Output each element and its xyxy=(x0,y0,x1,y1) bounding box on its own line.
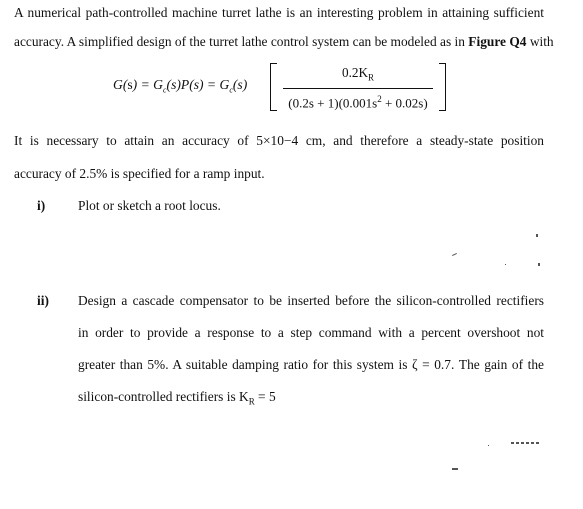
equation-numerator: $0.2K_R$ xyxy=(341,65,375,83)
scan-speck xyxy=(452,253,457,256)
accuracy-line-1: It is necessary to attain an accuracy of 5×10−4 cm, and therefore a steady-state position xyxy=(14,133,544,148)
accuracy-line-2: accuracy of 2.5% is specified for a ramp input. xyxy=(14,166,265,181)
scan-speck xyxy=(505,264,506,265)
right-bracket xyxy=(439,63,446,111)
part-ii-number: ii) xyxy=(37,293,49,308)
part-ii-line-3: greater than 5%. A suitable damping ratio for this system is ζ = 0.7. The gain of the xyxy=(78,357,544,372)
part-i-number: i) xyxy=(37,198,46,213)
part-i-text: Plot or sketch a root locus. xyxy=(78,198,221,213)
scan-speck xyxy=(488,445,489,446)
figure-reference: Figure Q4 xyxy=(468,34,527,49)
equation-lhs: $G(s) = G_c(s)P(s) = G_c(s)$ xyxy=(113,77,248,95)
left-bracket xyxy=(270,63,277,111)
part-ii-line-2: in order to provide a response to a step command with a percent overshoot not xyxy=(78,325,544,340)
fraction-bar xyxy=(283,88,433,89)
intro-line-1: A numerical path-controlled machine turret lathe is an interesting problem in attaining sufficient xyxy=(14,5,544,20)
scan-speck xyxy=(511,442,541,444)
part-ii-line-1: Design a cascade compensator to be inserted before the silicon-controlled rectifiers xyxy=(78,293,544,308)
part-ii-line-4: silicon-controlled rectifiers is $K_R = 5$ xyxy=(78,389,276,407)
scan-speck xyxy=(536,234,538,237)
scan-speck xyxy=(538,263,540,266)
equation-fraction xyxy=(281,64,435,112)
intro-line-2: accuracy. A simplified design of the turret lathe control system can be modeled as in Figure Q4 with xyxy=(14,34,554,49)
transfer-function-equation xyxy=(113,60,453,112)
scan-speck xyxy=(452,468,458,470)
equation-denominator: $(0.2s + 1)(0.001s^2 + 0.02s)$ xyxy=(288,93,428,110)
